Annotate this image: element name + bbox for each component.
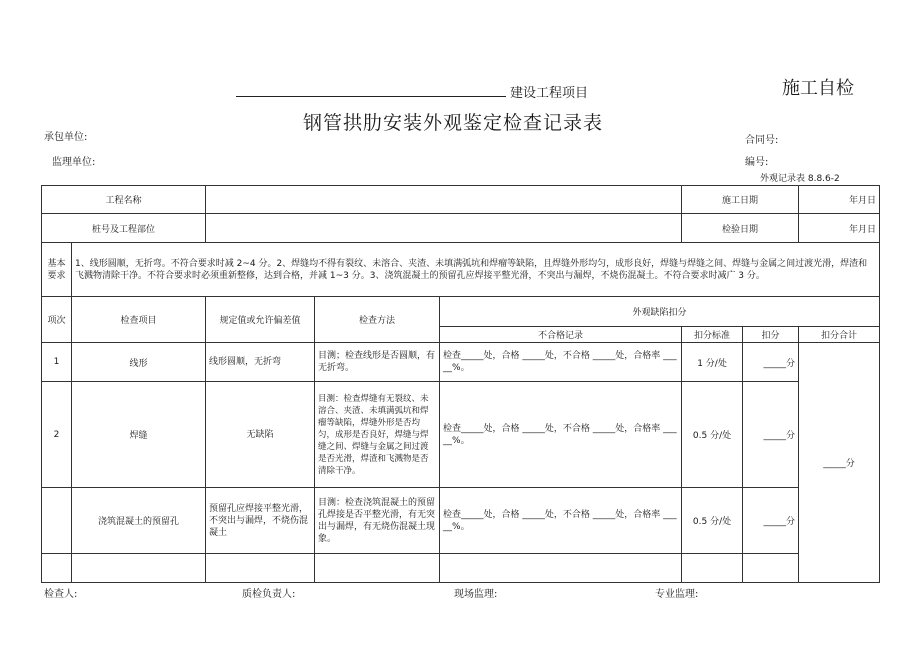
empty-cell bbox=[42, 553, 72, 582]
row-record[interactable]: 检查_____处，合格 _____处，不合格 _____处，合格率 _____%。 bbox=[440, 488, 682, 553]
specialist-supervisor-label: 专业监理: bbox=[655, 589, 699, 600]
row-item: 浇筑混凝土的预留孔 bbox=[72, 488, 206, 553]
empty-cell bbox=[206, 553, 315, 582]
row-spec: 无缺陷 bbox=[206, 382, 315, 488]
row-method: 目测：检查浇筑混凝土的预留孔焊接是否平整光滑，有无突出与漏焊，有无烧伤混凝土现象。 bbox=[315, 488, 440, 553]
qc-manager-label: 质检负责人: bbox=[242, 589, 296, 600]
page-title: 钢管拱肋安装外观鉴定检查记录表 bbox=[303, 112, 604, 134]
contract-no-label: 合同号: bbox=[745, 135, 779, 146]
project-name-field[interactable] bbox=[206, 186, 682, 214]
column-header-row bbox=[42, 297, 880, 327]
table-row bbox=[42, 488, 880, 553]
row-no: 1 bbox=[42, 342, 72, 381]
col-method-header: 检查方法 bbox=[315, 297, 440, 343]
station-label: 桩号及工程部位 bbox=[42, 214, 206, 243]
table-row bbox=[42, 382, 880, 488]
row-spec: 预留孔应焊接平整光滑，不突出与漏焊，不烧伤混凝土 bbox=[206, 488, 315, 553]
serial-no-label: 编号: bbox=[745, 157, 769, 168]
station-field[interactable] bbox=[206, 214, 682, 243]
col-total-header: 扣分合计 bbox=[799, 327, 880, 343]
project-name-label: 工程名称 bbox=[42, 186, 206, 214]
row-record[interactable]: 检查_____处，合格 _____处，不合格 _____处，合格率 _____%。 bbox=[440, 342, 682, 381]
empty-cell bbox=[315, 553, 440, 582]
construction-date-label: 施工日期 bbox=[682, 186, 799, 214]
self-check-label: 施工自检 bbox=[782, 78, 854, 99]
row-deduction[interactable]: _____分 bbox=[743, 488, 799, 553]
contractor-label: 承包单位: bbox=[44, 132, 88, 143]
inspection-table bbox=[41, 185, 880, 583]
row-no bbox=[42, 488, 72, 553]
basic-requirements-text: 1、线形圆顺，无折弯。不符合要求时减 2~4 分。2、焊缝均不得有裂纹、未溶合、夹渣、未填满弧坑和焊瘤等缺陷，且焊缝外形均匀，成形良好，焊缝与焊缝之间、焊缝与金属之间过渡光滑，焊渣和飞溅物清除干净。不符合要求时必须重新整修，达到合格，并减 1~3 分。3、浇筑混凝土的预留孔应焊接平整光滑，不突出与漏焊，不烧伤混凝土。不符合要求时减广 3 分。 bbox=[72, 243, 880, 297]
empty-cell bbox=[440, 553, 682, 582]
form-code: 外观记录表 8.8.6-2 bbox=[760, 174, 840, 184]
col-nonconform-header: 不合格记录 bbox=[440, 327, 682, 343]
table-row-empty bbox=[42, 553, 880, 582]
row-item: 焊缝 bbox=[72, 382, 206, 488]
row-deduction[interactable]: _____分 bbox=[743, 342, 799, 381]
project-suffix: 建设工程项目 bbox=[510, 86, 589, 101]
row-spec: 线形圆顺，无折弯 bbox=[206, 342, 315, 381]
site-supervisor-label: 现场监理: bbox=[454, 589, 498, 600]
row-item: 线形 bbox=[72, 342, 206, 381]
inspector-label: 检查人: bbox=[44, 589, 78, 600]
basic-requirements-row bbox=[42, 243, 880, 297]
total-deduction[interactable]: _____分 bbox=[799, 342, 880, 582]
col-spec-header: 规定值或允许偏差值 bbox=[206, 297, 315, 343]
row-no: 2 bbox=[42, 382, 72, 488]
defect-group-header: 外观缺陷扣分 bbox=[440, 297, 880, 327]
col-no-header: 项次 bbox=[42, 297, 72, 343]
col-standard-header: 扣分标准 bbox=[682, 327, 743, 343]
supervisor-label: 监理单位: bbox=[52, 157, 96, 168]
inspection-date-field[interactable]: 年月日 bbox=[799, 214, 880, 243]
empty-cell bbox=[682, 553, 743, 582]
row-method: 目测；检查线形是否圆顺，有无折弯。 bbox=[315, 342, 440, 381]
row-standard: 0.5 分/处 bbox=[682, 488, 743, 553]
row-method: 目测：检查焊缝有无裂纹、未溶合、夹渣、未填满弧坑和焊瘤等缺陷，焊缝外形是否均匀，成形是否良好，焊缝与焊缝之间、焊缝与金属之间过渡是否光滑，焊渣和飞溅物是否清除干净。 bbox=[315, 382, 440, 488]
inspection-date-label: 检验日期 bbox=[682, 214, 799, 243]
row-standard: 0.5 分/处 bbox=[682, 382, 743, 488]
col-item-header: 检查项目 bbox=[72, 297, 206, 343]
empty-cell bbox=[743, 553, 799, 582]
project-name-row bbox=[42, 186, 880, 214]
project-name-underline bbox=[236, 96, 506, 97]
construction-date-field[interactable]: 年月日 bbox=[799, 186, 880, 214]
station-row bbox=[42, 214, 880, 243]
row-standard: 1 分/处 bbox=[682, 342, 743, 381]
row-deduction[interactable]: _____分 bbox=[743, 382, 799, 488]
empty-cell bbox=[72, 553, 206, 582]
row-record[interactable]: 检查_____处，合格 _____处，不合格 _____处，合格率 _____%。 bbox=[440, 382, 682, 488]
table-row bbox=[42, 342, 880, 381]
basic-requirements-label: 基本要求 bbox=[42, 243, 72, 297]
col-deduction-header: 扣分 bbox=[743, 327, 799, 343]
